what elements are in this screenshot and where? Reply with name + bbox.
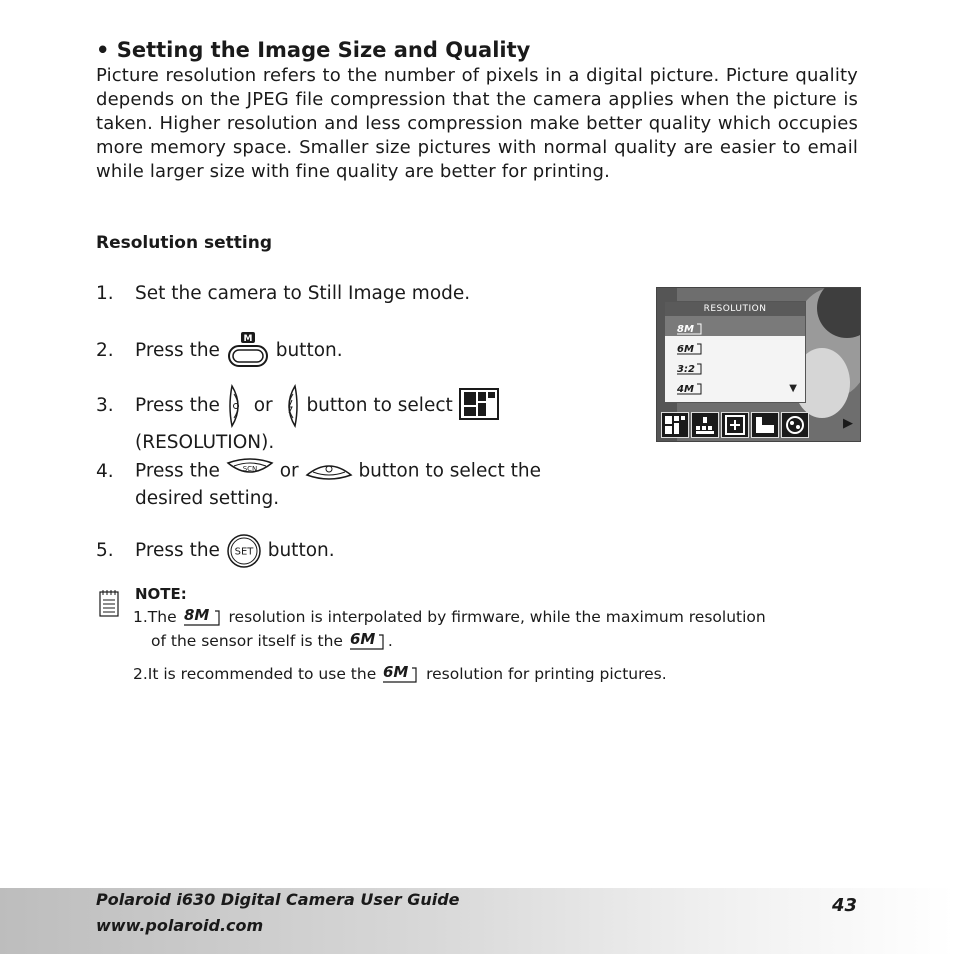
page-number: 43 (832, 895, 858, 916)
svg-text:6M: 6M (383, 663, 409, 681)
note-line-2 (133, 663, 667, 686)
step-or: or (279, 460, 299, 482)
flash-right-button-icon (279, 382, 301, 430)
svg-text:6M: 6M (677, 344, 694, 355)
note-text: 1.The (133, 608, 177, 626)
step-number: 5. (96, 540, 114, 561)
timer-down-button-icon (305, 457, 353, 486)
step-5 (96, 533, 335, 569)
next-page-arrow-icon[interactable]: ▶ (843, 416, 853, 431)
scroll-down-arrow-icon[interactable]: ▼ (789, 383, 797, 394)
note-title: NOTE: (135, 585, 187, 603)
res-4m-badge (675, 380, 703, 399)
section-title: • Setting the Image Size and Quality (96, 38, 531, 62)
intro-paragraph: Picture resolution refers to the number of pixels in a digital picture. Picture quality depends on the JPEG file compression that the camera applies when the picture is taken. Higher resolution and less compression make better quality which occupies more memory space. Smaller size pictures with normal quality are easier to email while larger size with fine quality are better for printing. (96, 65, 858, 182)
step-1 (96, 281, 470, 307)
lcd-icon-bar (657, 410, 859, 438)
res-6m-icon (348, 630, 388, 653)
step-continuation: (RESOLUTION). (135, 432, 275, 453)
step-number: 2. (96, 340, 114, 361)
note-text: resolution for printing pictures. (426, 665, 667, 683)
note-text: . (387, 632, 393, 650)
res-8m-icon (182, 606, 224, 629)
set-button-icon (226, 533, 262, 569)
step-or: or (253, 395, 273, 416)
macro-left-button-icon (226, 382, 248, 430)
step-4 (96, 457, 541, 512)
resolution-icon (459, 388, 499, 424)
svg-text:6M: 6M (349, 630, 376, 648)
step-continuation: desired setting. (135, 488, 280, 509)
svg-text:8M: 8M (677, 324, 694, 335)
note-line-1b (151, 630, 393, 653)
footer-url[interactable]: www.polaroid.com (96, 916, 264, 935)
metering-tab-icon[interactable] (721, 412, 749, 438)
note-line-1 (133, 606, 766, 629)
note-text: of the sensor itself is the (151, 632, 343, 650)
step-text: Press the (135, 540, 220, 561)
resolution-option-3-2[interactable] (665, 356, 805, 376)
note-text: resolution is interpolated by firmware, while the maximum resolution (228, 608, 766, 626)
quality-tab-icon[interactable] (691, 412, 719, 438)
resolution-option-4m[interactable] (665, 376, 805, 396)
step-text: Press the (135, 460, 220, 482)
step-text: button to select (306, 395, 453, 416)
resolution-option-6m[interactable] (665, 336, 805, 356)
sharpness-tab-icon[interactable] (751, 412, 779, 438)
svg-text:3:2: 3:2 (677, 364, 695, 375)
footer-title: Polaroid i630 Digital Camera User Guide (96, 890, 460, 909)
step-text: button to select the (358, 460, 541, 482)
menu-button-icon (226, 331, 270, 371)
step-text: button. (267, 540, 335, 561)
step-text: button. (275, 340, 343, 361)
step-number: 1. (96, 283, 114, 304)
resolution-option-8m[interactable] (665, 316, 805, 336)
set-button-label: SET (234, 546, 254, 558)
resolution-tab-icon[interactable] (661, 412, 689, 438)
step-3 (96, 382, 499, 456)
note-text: 2.It is recommended to use the (133, 665, 377, 683)
step-text: Set the camera to Still Image mode. (135, 283, 471, 304)
note-icon (98, 588, 120, 622)
step-number: 4. (96, 460, 114, 482)
menu-button-label: M (243, 334, 253, 344)
svg-text:8M: 8M (183, 606, 209, 624)
svg-text:4M: 4M (677, 384, 694, 395)
scn-button-label: SCN (242, 465, 258, 473)
res-6m-icon (381, 663, 421, 686)
resolution-subheading: Resolution setting (96, 233, 273, 253)
color-effect-tab-icon[interactable] (781, 412, 809, 438)
scn-up-button-icon (226, 457, 274, 486)
resolution-menu-title: RESOLUTION (665, 302, 805, 316)
step-2 (96, 331, 343, 371)
step-number: 3. (96, 395, 114, 416)
resolution-menu (664, 301, 806, 403)
step-text: Press the (135, 340, 220, 361)
step-text: Press the (135, 395, 220, 416)
